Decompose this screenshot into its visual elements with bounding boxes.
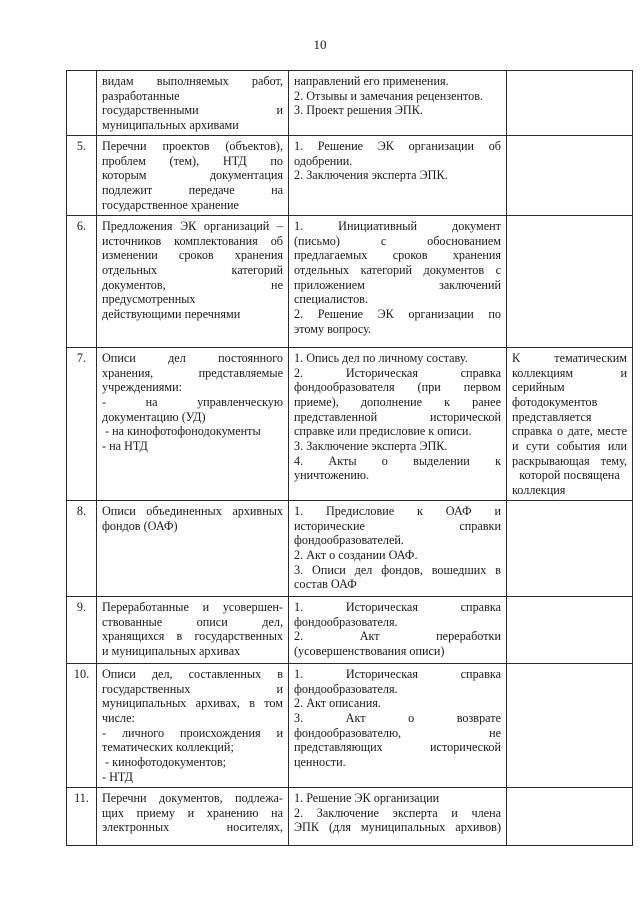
document-name-cell	[97, 71, 289, 136]
accompanying-docs-cell	[289, 787, 507, 845]
row-number-cell: 11.	[67, 787, 97, 845]
table-row	[67, 787, 633, 845]
table-row	[67, 215, 633, 347]
cell-text-line: предусмотренных	[102, 292, 196, 307]
cell-text-line: фондообразователей.	[294, 533, 404, 548]
document-name-cell	[97, 787, 289, 845]
cell-text-line: раскрывающая тему,	[512, 453, 627, 468]
accompanying-docs-cell	[289, 135, 507, 215]
cell-text-line: которым документация	[102, 168, 283, 183]
cell-text-line: отдельных категорий	[102, 262, 283, 277]
cell-text-line: 3. Проект решения ЭПК.	[294, 103, 423, 118]
note-cell	[507, 663, 633, 787]
cell-text-line: ценности.	[294, 755, 346, 770]
cell-text-line: направлений его применения.	[294, 74, 449, 88]
cell-text-line: 1. Инициативный документ	[294, 218, 501, 233]
cell-text-line: 1. Решение ЭК организации об	[294, 138, 501, 153]
cell-text-line: 1. Историческая справка	[294, 666, 501, 681]
document-name-cell	[97, 500, 289, 596]
cell-text-line: одобрении.	[294, 153, 353, 168]
cell-text-line: Перечни проектов (объектов),	[102, 138, 283, 153]
cell-text-line: (усовершенствования описи)	[294, 643, 445, 658]
cell-text-line: документов, не	[102, 277, 283, 292]
cell-text-line: 2. Историческая справка	[294, 365, 501, 380]
note-cell	[507, 135, 633, 215]
cell-text-line: документацию (УД)	[102, 409, 206, 424]
cell-text-line: справке или предисловие к описи.	[294, 424, 472, 439]
cell-text-line: специалистов.	[294, 292, 368, 307]
cell-text-line: видам выполняемых работ,	[102, 74, 283, 88]
cell-text-line: - кинофотодокументов;	[102, 755, 226, 770]
table-row	[67, 347, 633, 500]
cell-text-line: состав ОАФ	[294, 577, 357, 592]
accompanying-docs-cell	[289, 347, 507, 500]
row-number-cell: 9.	[67, 596, 97, 663]
accompanying-docs-cell	[289, 663, 507, 787]
document-table-body	[67, 71, 633, 846]
cell-text-line: фондообразователя.	[294, 681, 398, 696]
cell-text-line: 2. Отзывы и замечания рецензентов.	[294, 88, 484, 103]
cell-text-line: коллекциям и	[512, 365, 627, 380]
accompanying-docs-cell	[289, 596, 507, 663]
cell-text-line: учреждениями:	[102, 380, 183, 395]
cell-text-line: - на управленческую	[102, 394, 283, 409]
cell-text-line: предлагаемых сроков хранения	[294, 248, 501, 263]
cell-text-line: 3. Описи дел фондов, вошедших в	[294, 562, 501, 577]
cell-text-line: - НТД	[102, 769, 133, 784]
cell-text-line: хранящихся в государственных	[102, 629, 283, 644]
cell-text-line: фотодокументов	[512, 394, 598, 409]
cell-text-line: - на НТД	[102, 439, 148, 454]
cell-text-line: 2. Акт переработки	[294, 629, 501, 644]
cell-text-line: 3. Заключение эксперта ЭПК.	[294, 439, 448, 454]
cell-text-line: фондообразователя (при первом	[294, 380, 501, 395]
document-name-cell	[97, 347, 289, 500]
cell-text-line: и сути события или	[512, 439, 627, 454]
row-number-cell	[67, 71, 97, 136]
cell-text-line: 2. Акт описания.	[294, 696, 381, 711]
table-row	[67, 663, 633, 787]
cell-text-line: электронных носителях,	[102, 820, 283, 835]
cell-text-line: изменении сроков хранения	[102, 248, 283, 263]
accompanying-docs-cell	[289, 71, 507, 136]
cell-text-line: этому вопросу.	[294, 321, 372, 336]
cell-text-line: государственных и	[102, 681, 283, 696]
cell-text-line: 2. Акт о создании ОАФ.	[294, 547, 418, 562]
cell-text-line: - личного происхождения и	[102, 725, 283, 740]
cell-text-line: ЭПК (для муниципальных архивов)	[294, 820, 501, 835]
cell-text-line: серийным	[512, 380, 565, 395]
cell-text-line: 3. Акт о возврате	[294, 710, 501, 725]
cell-text-line: Описи объединенных архивных	[102, 503, 283, 518]
note-cell	[507, 215, 633, 347]
cell-text-line: действующими перечнями	[102, 307, 241, 322]
cell-text-line: фондов (ОАФ)	[102, 518, 178, 533]
cell-text-line: 2. Решение ЭК организации по	[294, 307, 501, 322]
document-name-cell	[97, 215, 289, 347]
cell-text-line: 1. Опись дел по личному составу.	[294, 350, 468, 365]
cell-text-line: представленной исторической	[294, 409, 501, 424]
cell-text-line: справка о дате, месте	[512, 424, 627, 439]
cell-text-line: отдельных категорий документов с	[294, 262, 501, 277]
cell-text-line: 1. Решение ЭК организации	[294, 790, 440, 805]
cell-text-line: государственными и	[102, 103, 283, 118]
cell-text-line: фондообразователя.	[294, 614, 398, 629]
cell-text-line: щих приему и хранению на	[102, 805, 283, 820]
cell-text-line: хранения, представляемые	[102, 365, 283, 380]
cell-text-line: 1. Предисловие к ОАФ и	[294, 503, 501, 518]
cell-text-line: числе:	[102, 710, 135, 725]
cell-text-line: 4. Акты о выделении к	[294, 453, 501, 468]
document-table	[66, 70, 633, 846]
cell-text-line: 1. Историческая справка	[294, 599, 501, 614]
note-cell	[507, 71, 633, 136]
document-name-cell	[97, 596, 289, 663]
cell-text-line: муниципальных архивами	[102, 118, 239, 133]
cell-text-line: Переработанные и усовершен-	[102, 599, 283, 614]
cell-text-line: 2. Заключения эксперта ЭПК.	[294, 168, 448, 183]
cell-text-line: и муниципальных архивах	[102, 643, 241, 658]
cell-text-line: Описи дел, составленных в	[102, 666, 283, 681]
row-number-cell: 5.	[67, 135, 97, 215]
row-number-cell: 6.	[67, 215, 97, 347]
cell-text-line: государственное хранение	[102, 197, 239, 212]
note-cell	[507, 500, 633, 596]
document-name-cell	[97, 135, 289, 215]
cell-text-line: 2. Заключение эксперта и члена	[294, 805, 501, 820]
cell-text-line: Описи дел постоянного	[102, 350, 283, 365]
note-cell	[507, 787, 633, 845]
cell-text-line: источников комплектования об	[102, 233, 283, 248]
cell-text-line: исторические справки	[294, 518, 501, 533]
note-cell	[507, 596, 633, 663]
table-row	[67, 500, 633, 596]
cell-text-line: Предложения ЭК организаций –	[102, 218, 283, 233]
page-number: 10	[313, 37, 327, 52]
row-number-cell: 10.	[67, 663, 97, 787]
cell-text-line: проблем (тем), НТД по	[102, 153, 283, 168]
cell-text-line: представляющих исторической	[294, 740, 501, 755]
cell-text-line: приложением заключений	[294, 277, 501, 292]
accompanying-docs-cell	[289, 500, 507, 596]
row-number-cell: 7.	[67, 347, 97, 500]
table-row	[67, 135, 633, 215]
cell-text-line: которой посвящена	[519, 468, 620, 483]
cell-text-line: представляется	[512, 409, 592, 424]
cell-text-line: коллекция	[512, 483, 566, 498]
cell-text-line: уничтожению.	[294, 468, 370, 483]
cell-text-line: (письмо) с обоснованием	[294, 233, 501, 248]
cell-text-line: тематических коллекций;	[102, 740, 234, 755]
cell-text-line: муниципальных архивах, в том	[102, 696, 283, 711]
table-row	[67, 596, 633, 663]
table-row	[67, 71, 633, 136]
accompanying-docs-cell	[289, 215, 507, 347]
cell-text-line: подлежит передаче на	[102, 182, 283, 197]
cell-text-line: - на кинофотофонодокументы	[102, 424, 261, 439]
note-cell	[507, 347, 633, 500]
cell-text-line: Перечни документов, подлежа-	[102, 790, 283, 805]
cell-text-line: ствованные описи дел,	[102, 614, 283, 629]
cell-text-line: К тематическим	[512, 350, 627, 365]
cell-text-line: приеме), дополнение к ранее	[294, 394, 501, 409]
document-name-cell	[97, 663, 289, 787]
row-number-cell: 8.	[67, 500, 97, 596]
cell-text-line: фондообразователю, не	[294, 725, 501, 740]
cell-text-line: разработанные	[102, 88, 180, 103]
